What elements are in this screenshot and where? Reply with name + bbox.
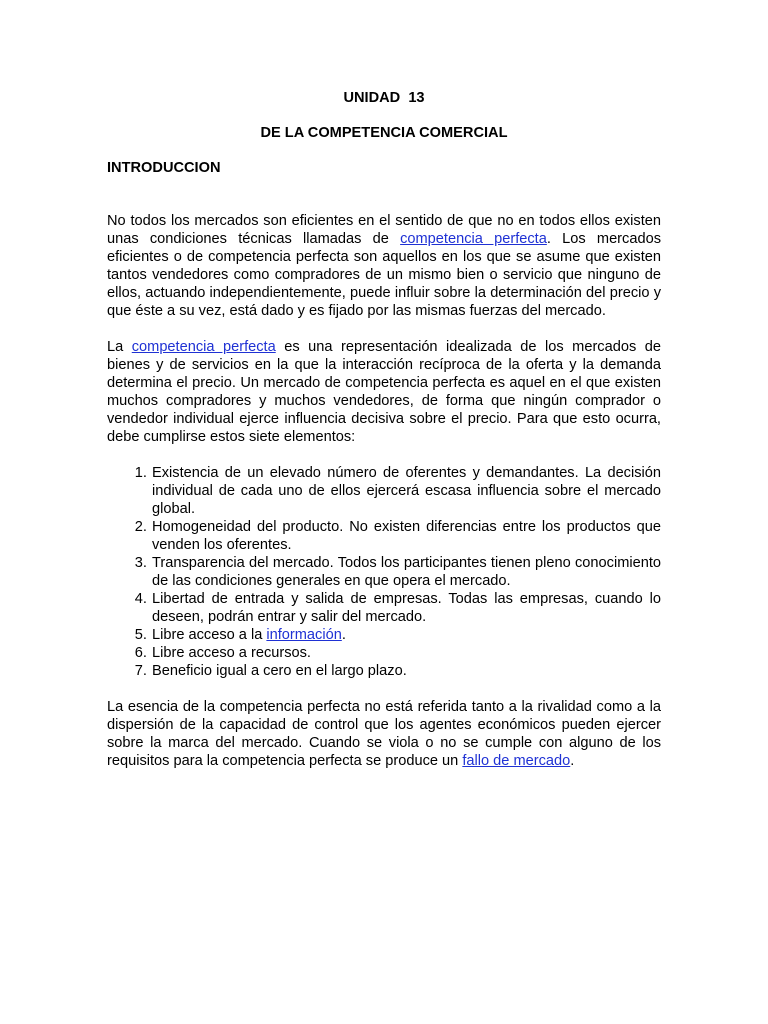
informacion-link[interactable]: información bbox=[266, 627, 342, 643]
competencia-perfecta-link-2[interactable]: competencia perfecta bbox=[131, 339, 276, 355]
list-item-text-before: Libre acceso a la bbox=[152, 627, 267, 643]
list-item bbox=[151, 518, 661, 554]
document-page bbox=[107, 89, 661, 788]
list-item-text: Existencia de un elevado número de oferentes y demandantes. La decisión individual de cada uno de ellos ejercerá escasa influencia sobre el mercado global. bbox=[152, 465, 661, 517]
list-item-text: Transparencia del mercado. Todos los participantes tienen pleno conocimiento de las condiciones generales en que opera el mercado. bbox=[152, 555, 661, 589]
paragraph-3 bbox=[107, 698, 661, 770]
list-item-text: Homogeneidad del producto. No existen diferencias entre los productos que venden los oferentes. bbox=[152, 519, 661, 553]
competencia-perfecta-link-1[interactable]: competencia perfecta bbox=[400, 231, 547, 247]
list-item bbox=[151, 554, 661, 590]
list-item-text: Beneficio igual a cero en el largo plazo. bbox=[152, 663, 407, 679]
intro-heading: INTRODUCCION bbox=[107, 160, 221, 176]
paragraph-3-text-before: La esencia de la competencia perfecta no está referida tanto a la rivalidad como a la dispersión de la capacidad de control que los agentes económicos pueden ejercer sobre la marca del mercado. Cuando se viola o no se cumple con alguno de los requisitos para la competencia perfecta se produce un bbox=[107, 699, 661, 769]
list-item-text: Libre acceso a recursos. bbox=[152, 645, 311, 661]
paragraph-1-text-after: . Los mercados eficientes o de competencia perfecta son aquellos en los que se asume que existen tantos vendedores como compradores de un mismo bien o servicio que ninguno de ellos, actuando independientemente, puede influir sobre la determinación del precio y que éste a su vez, está dado y es fijado por las mismas fuerzas del mercado. bbox=[107, 231, 661, 319]
paragraph-2-text-before: La bbox=[107, 339, 132, 355]
list-item-text-after: . bbox=[341, 627, 346, 643]
elements-list bbox=[107, 464, 661, 680]
list-item bbox=[151, 626, 661, 644]
fallo-de-mercado-link[interactable]: fallo de mercado bbox=[462, 753, 571, 769]
list-item bbox=[151, 464, 661, 518]
list-item bbox=[151, 590, 661, 626]
paragraph-1 bbox=[107, 212, 661, 320]
paragraph-2-text-after: es una representación idealizada de los mercados de bienes y de servicios en la que la interacción recíproca de la oferta y la demanda determina el precio. Un mercado de competencia perfecta es aquel en el que existen muchos compradores y muchos vendedores, de forma que ningún comprador o vendedor individual ejerce influencia decisiva sobre el precio. Para que esto ocurra, debe cumplirse estos siete elementos: bbox=[107, 339, 661, 445]
paragraph-3-text-after: . bbox=[570, 753, 575, 769]
unit-title: UNIDAD 13 bbox=[343, 90, 425, 106]
paragraph-2 bbox=[107, 338, 661, 446]
paragraph-1-text-before: No todos los mercados son eficientes en el sentido de que no en todos ellos existen unas condiciones técnicas llamadas de bbox=[107, 213, 661, 247]
list-item-text: Libertad de entrada y salida de empresas. Todas las empresas, cuando lo deseen, podrán entrar y salir del mercado. bbox=[152, 591, 661, 625]
list-item bbox=[151, 644, 661, 662]
list-item bbox=[151, 662, 661, 680]
section-title: DE LA COMPETENCIA COMERCIAL bbox=[260, 125, 508, 141]
